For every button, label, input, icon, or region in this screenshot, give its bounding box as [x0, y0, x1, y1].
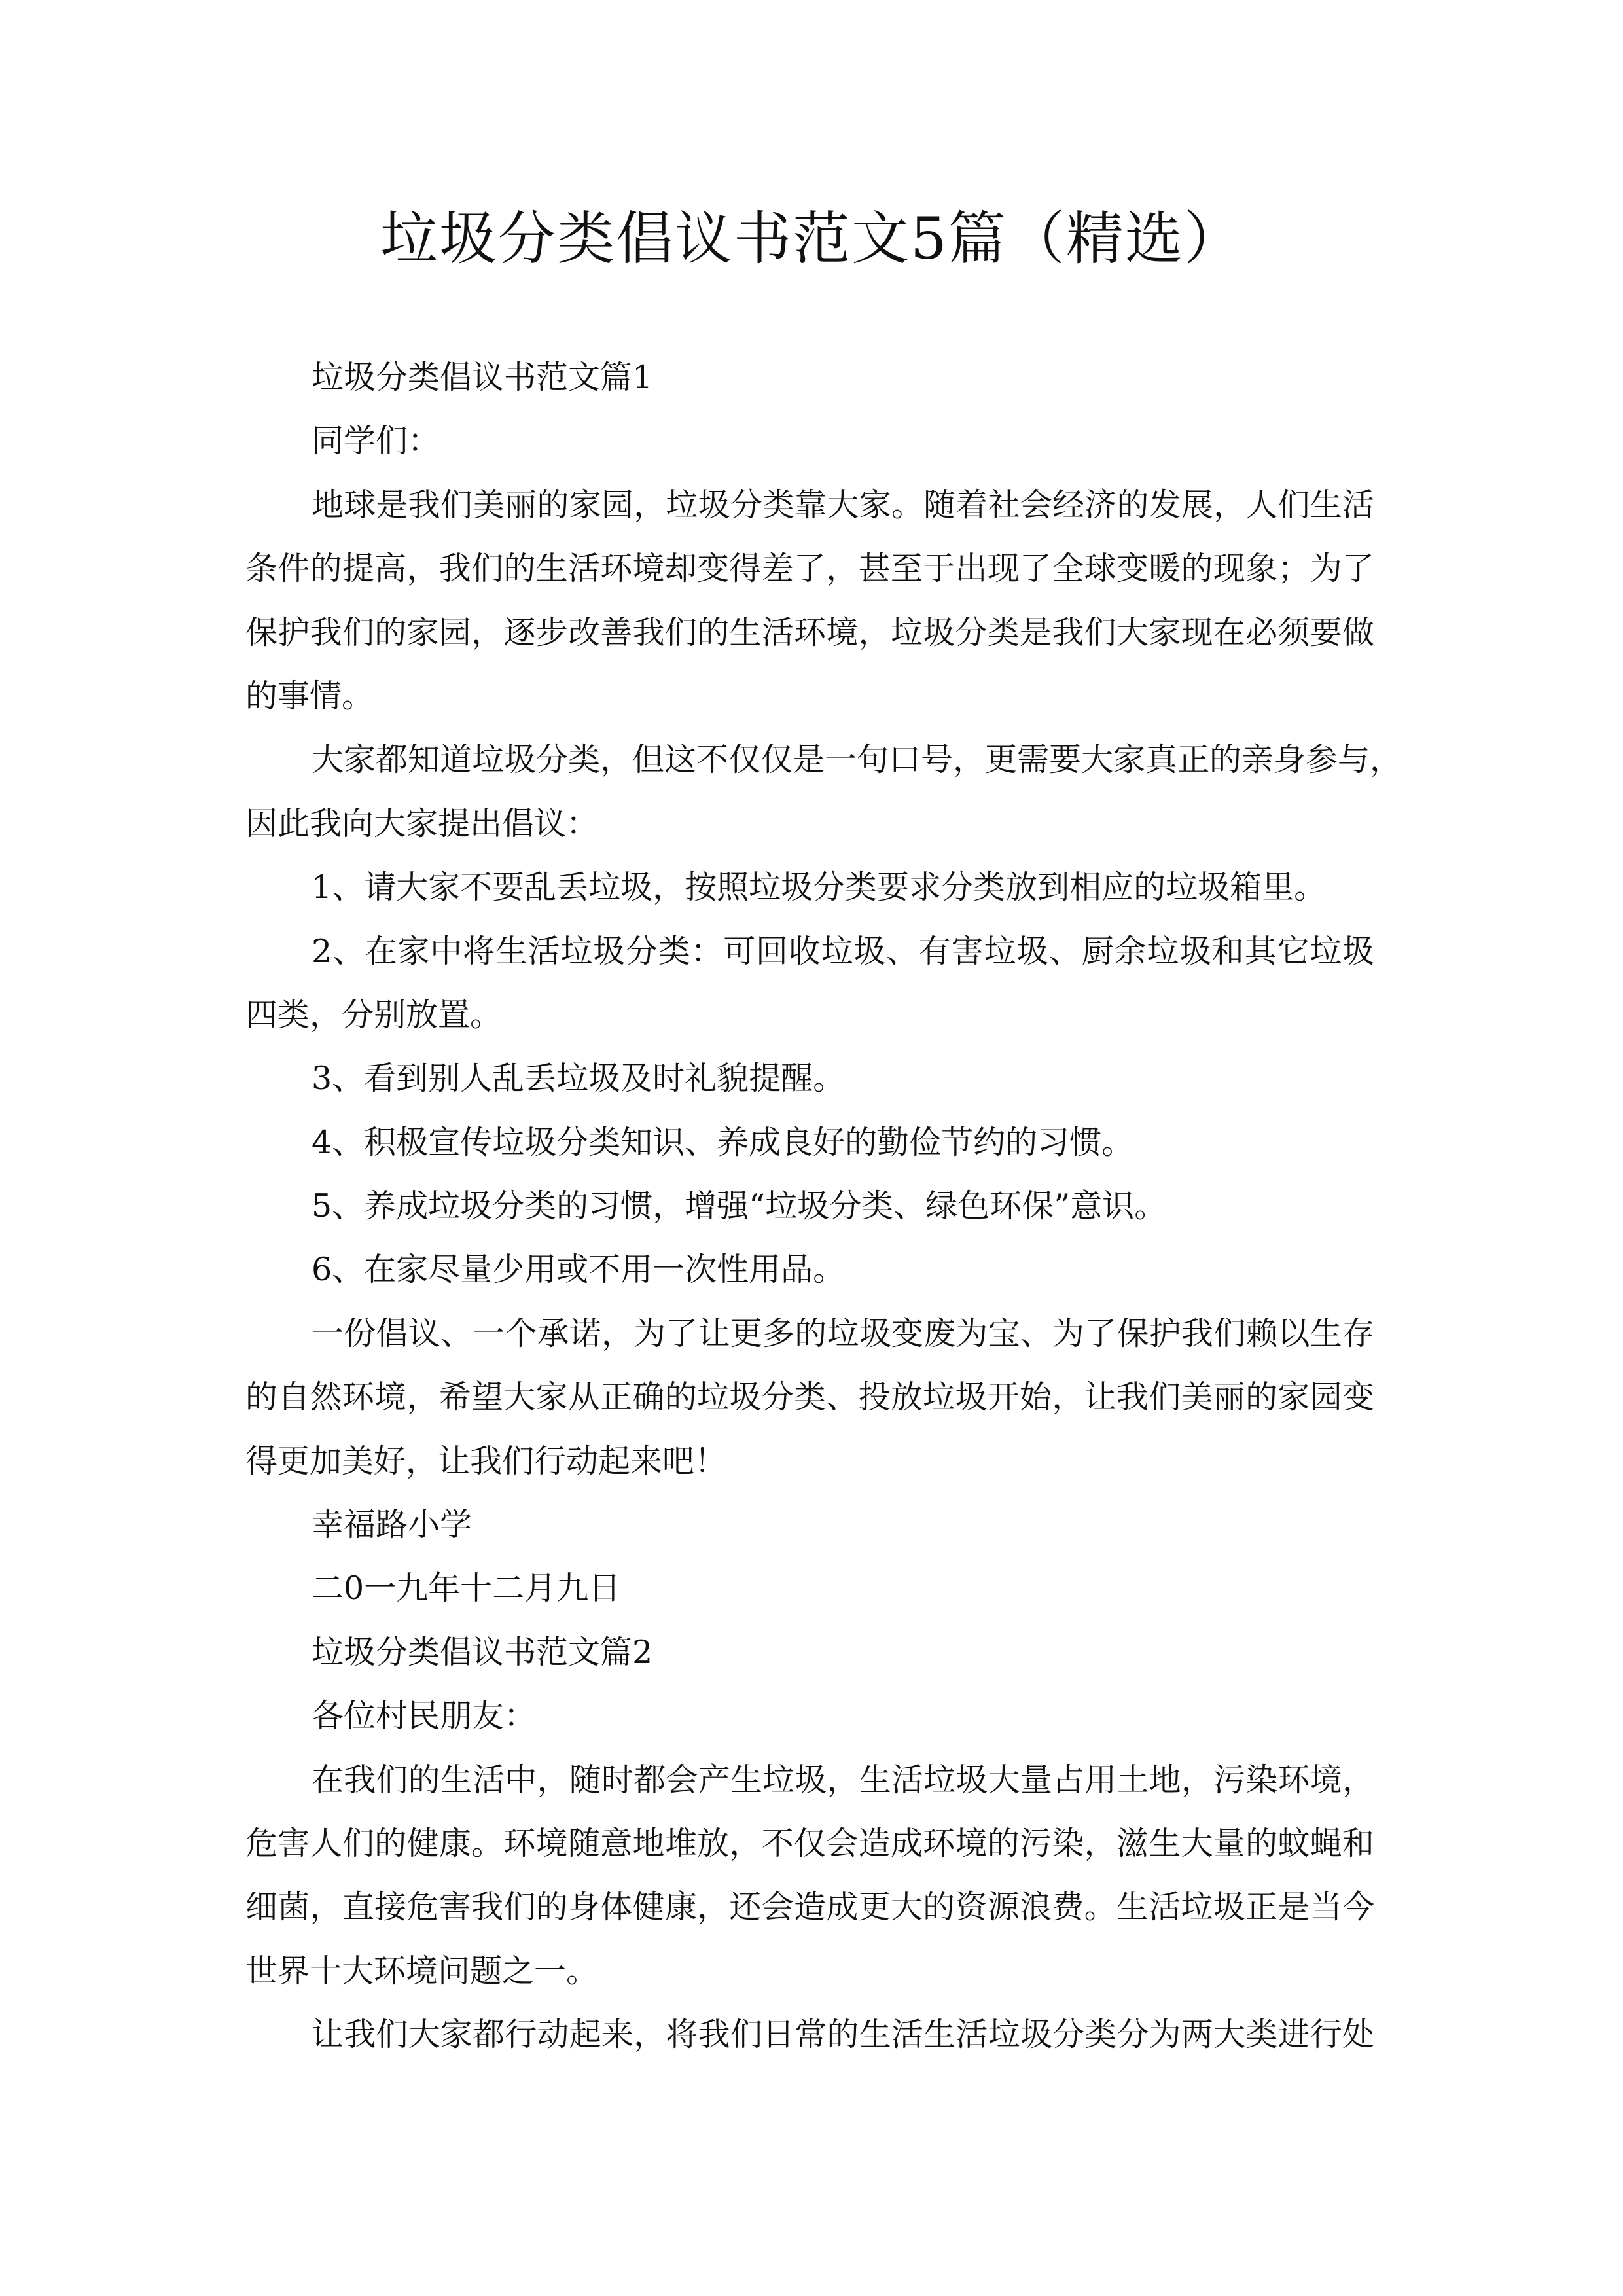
salutation: 各位村民朋友：	[312, 1697, 537, 1735]
list-item: 6、在家尽量少用或不用一次性用品。	[312, 1251, 846, 1289]
paragraph-line: 危害人们的健康。环境随意地堆放，不仅会造成环境的污染，滋生大量的蚊蝇和	[245, 1824, 1374, 1862]
paragraph-line: 在我们的生活中，随时都会产生垃圾，生活垃圾大量占用土地，污染环境，	[312, 1761, 1374, 1799]
paragraph-line: 大家都知道垃圾分类，但这不仅仅是一句口号，更需要大家真正的亲身参与，	[312, 741, 1402, 779]
section-heading: 垃圾分类倡议书范文篇1	[312, 359, 653, 396]
paragraph-line: 让我们大家都行动起来，将我们日常的生活生活垃圾分类分为两大类进行处	[312, 2016, 1374, 2054]
paragraph-line: 因此我向大家提出倡议：	[245, 804, 599, 842]
paragraph-line: 细菌，直接危害我们的身体健康，还会造成更大的资源浪费。生活垃圾正是当今	[245, 1888, 1374, 1926]
list-item: 3、看到别人乱丢垃圾及时礼貌提醒。	[312, 1060, 846, 1098]
paragraph-line: 的自然环境，希望大家从正确的垃圾分类、投放垃圾开始，让我们美丽的家园变	[245, 1378, 1374, 1416]
list-item-continuation: 四类，分别放置。	[245, 996, 503, 1033]
signature-school: 幸福路小学	[312, 1506, 473, 1544]
list-item: 1、请大家不要乱丢垃圾，按照垃圾分类要求分类放到相应的垃圾箱里。	[312, 869, 1327, 906]
signature-date: 二0一九年十二月九日	[312, 1570, 621, 1607]
paragraph-line: 世界十大环境问题之一。	[245, 1952, 599, 1990]
list-item: 2、在家中将生活垃圾分类：可回收垃圾、有害垃圾、厨余垃圾和其它垃圾	[312, 932, 1374, 970]
paragraph-line: 保护我们的家园，逐步改善我们的生活环境，垃圾分类是我们大家现在必须要做	[245, 613, 1374, 651]
salutation: 同学们：	[312, 422, 440, 460]
list-item: 4、积极宣传垃圾分类知识、养成良好的勤俭节约的习惯。	[312, 1123, 1134, 1161]
paragraph-line: 一份倡议、一个承诺，为了让更多的垃圾变废为宝、为了保护我们赖以生存	[312, 1314, 1374, 1352]
paragraph-line: 得更加美好，让我们行动起来吧！	[245, 1442, 727, 1480]
list-item: 5、养成垃圾分类的习惯，增强“垃圾分类、绿色环保”意识。	[312, 1187, 1167, 1225]
paragraph-line: 条件的提高，我们的生活环境却变得差了，甚至于出现了全球变暖的现象；为了	[245, 550, 1374, 588]
paragraph-line: 的事情。	[245, 677, 374, 715]
paragraph-line: 地球是我们美丽的家园，垃圾分类靠大家。随着社会经济的发展，人们生活	[312, 486, 1374, 524]
document-body	[245, 346, 1402, 2067]
section-heading: 垃圾分类倡议书范文篇2	[312, 1633, 653, 1671]
document-title: 垃圾分类倡议书范文5篇（精选）	[380, 205, 1243, 272]
